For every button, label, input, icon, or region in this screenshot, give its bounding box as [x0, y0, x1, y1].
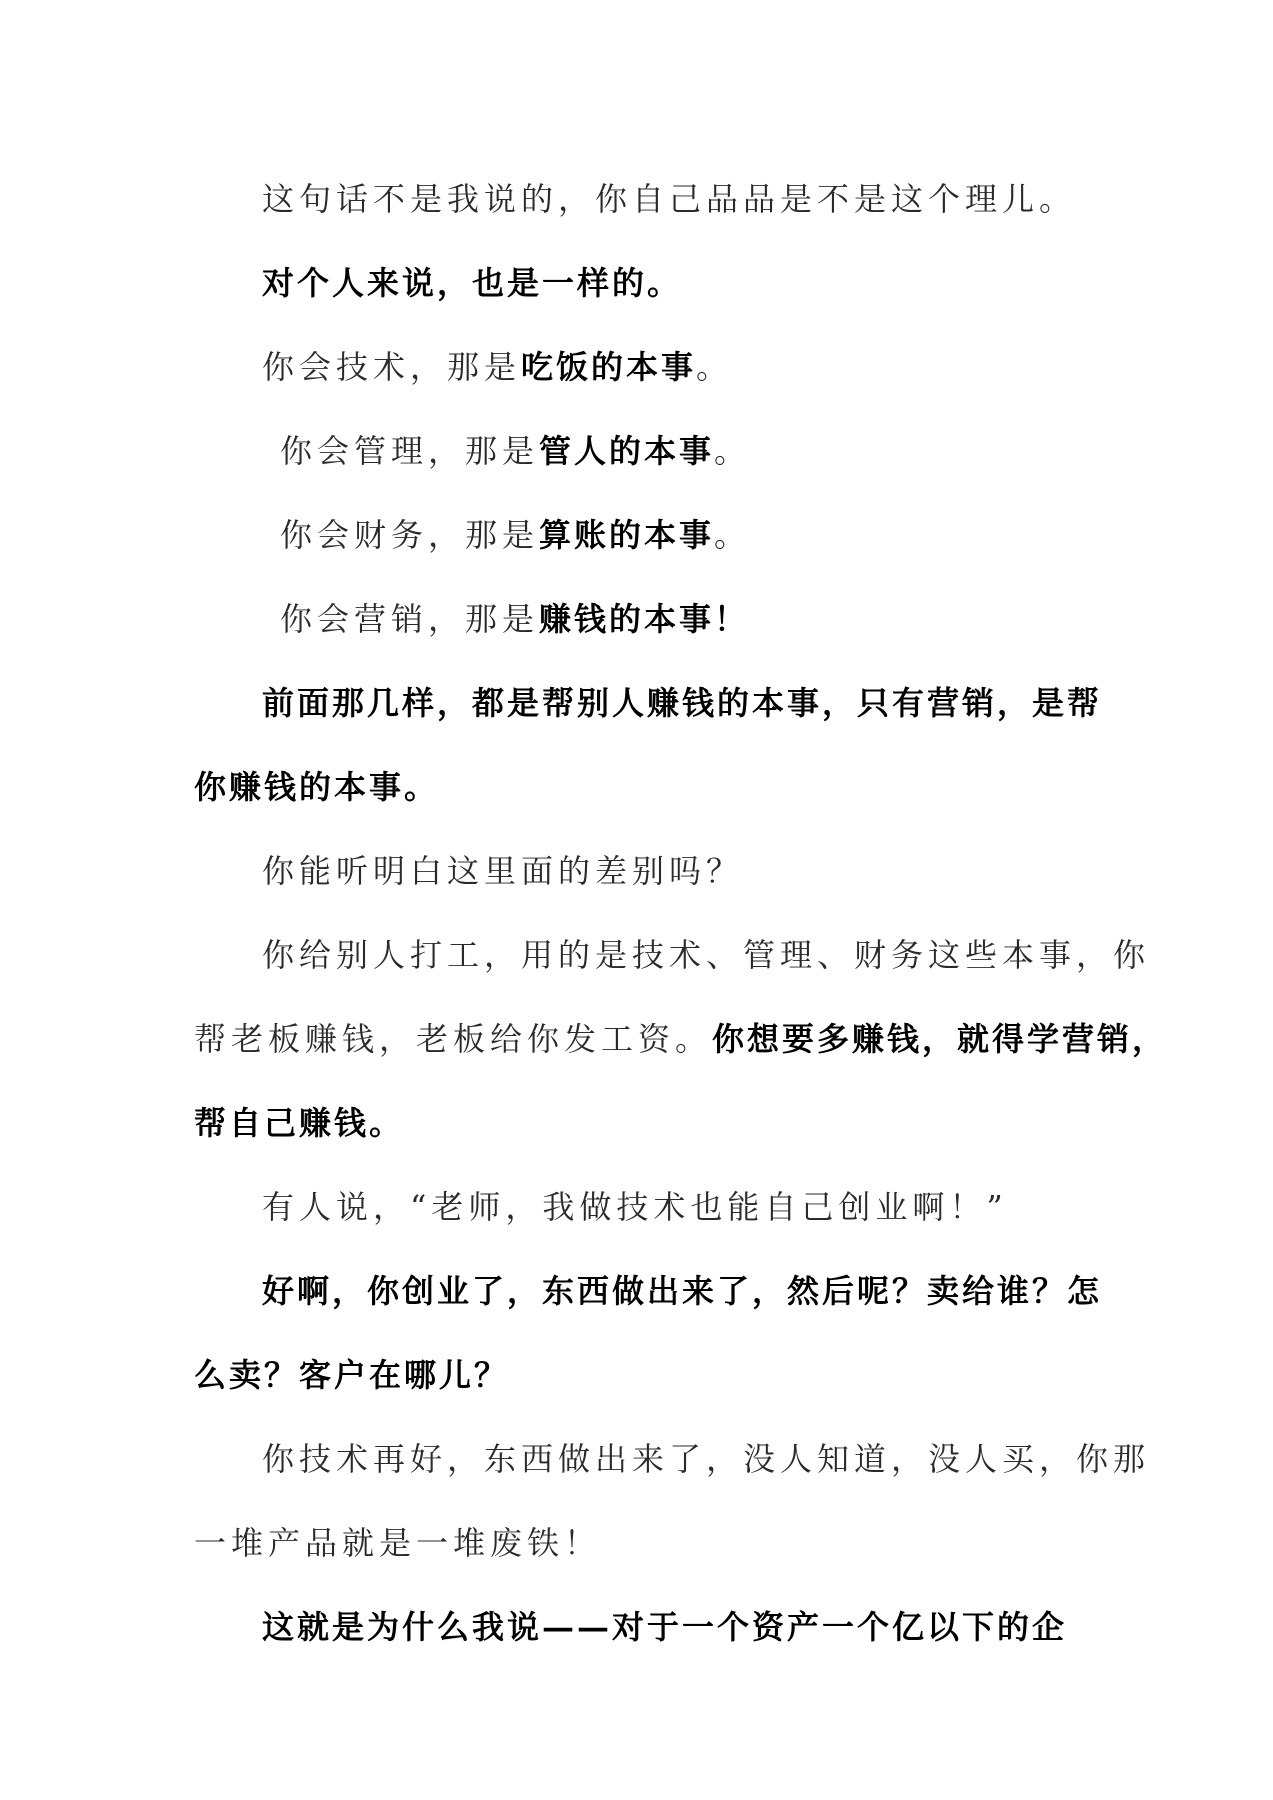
text-segment: 。 [696, 348, 734, 386]
paragraph-line-continued [0, 1354, 1273, 1396]
paragraph-line [0, 346, 1273, 388]
text-segment: 。 [714, 432, 752, 470]
paragraph-line [0, 682, 1273, 724]
text-segment: 你技术再好，东西做出来了，没人知道，没人买，你那 [262, 1440, 1151, 1478]
text-segment: 你能听明白这里面的差别吗？ [262, 852, 744, 890]
paragraph-line [0, 1270, 1273, 1312]
paragraph-line [0, 262, 1273, 304]
bold-text-segment: 么卖？客户在哪儿？ [194, 1356, 510, 1394]
bold-text-segment: 赚钱的本事！ [539, 600, 750, 638]
paragraph-line [0, 850, 1273, 892]
bold-text-segment: 前面那几样，都是帮别人赚钱的本事，只有营销，是帮 [262, 684, 1103, 722]
bold-text-segment: 管人的本事 [539, 432, 715, 470]
text-segment: 一堆产品就是一堆废铁！ [194, 1524, 602, 1562]
bold-text-segment: 对个人来说，也是一样的。 [262, 264, 683, 302]
paragraph-line [0, 430, 1273, 472]
bold-text-segment: 你想要多赚钱，就得学营销， [712, 1020, 1168, 1058]
paragraph-line [0, 1186, 1273, 1228]
bold-text-segment: 吃饭的本事 [521, 348, 697, 386]
text-segment: 这句话不是我说的，你自己品品是不是这个理儿。 [262, 180, 1077, 218]
bold-text-segment: 你赚钱的本事。 [194, 768, 440, 806]
text-segment: 帮老板赚钱，老板给你发工资。 [194, 1020, 713, 1058]
paragraph-line-continued [0, 1102, 1273, 1144]
text-segment: 你会营销，那是 [280, 600, 540, 638]
text-segment: 你会管理，那是 [280, 432, 540, 470]
text-segment: 你会技术，那是 [262, 348, 522, 386]
paragraph-line [0, 598, 1273, 640]
paragraph-line [0, 1438, 1273, 1480]
paragraph-line-continued [0, 766, 1273, 808]
paragraph-line [0, 178, 1273, 220]
paragraph-line-continued [0, 1018, 1273, 1060]
text-segment: 。 [714, 516, 752, 554]
paragraph-line [0, 934, 1273, 976]
text-segment: 你给别人打工，用的是技术、管理、财务这些本事，你 [262, 936, 1151, 974]
bold-text-segment: 帮自己赚钱。 [194, 1104, 405, 1142]
paragraph-line [0, 514, 1273, 556]
text-segment: 你会财务，那是 [280, 516, 540, 554]
paragraph-line [0, 1606, 1273, 1648]
bold-text-segment: 好啊，你创业了，东西做出来了，然后呢？卖给谁？怎 [262, 1272, 1103, 1310]
text-segment: 有人说，“老师，我做技术也能自己创业啊！” [262, 1188, 1008, 1226]
bold-text-segment: 这就是为什么我说——对于一个资产一个亿以下的企 [262, 1608, 1068, 1646]
paragraph-line-continued [0, 1522, 1273, 1564]
bold-text-segment: 算账的本事 [539, 516, 715, 554]
